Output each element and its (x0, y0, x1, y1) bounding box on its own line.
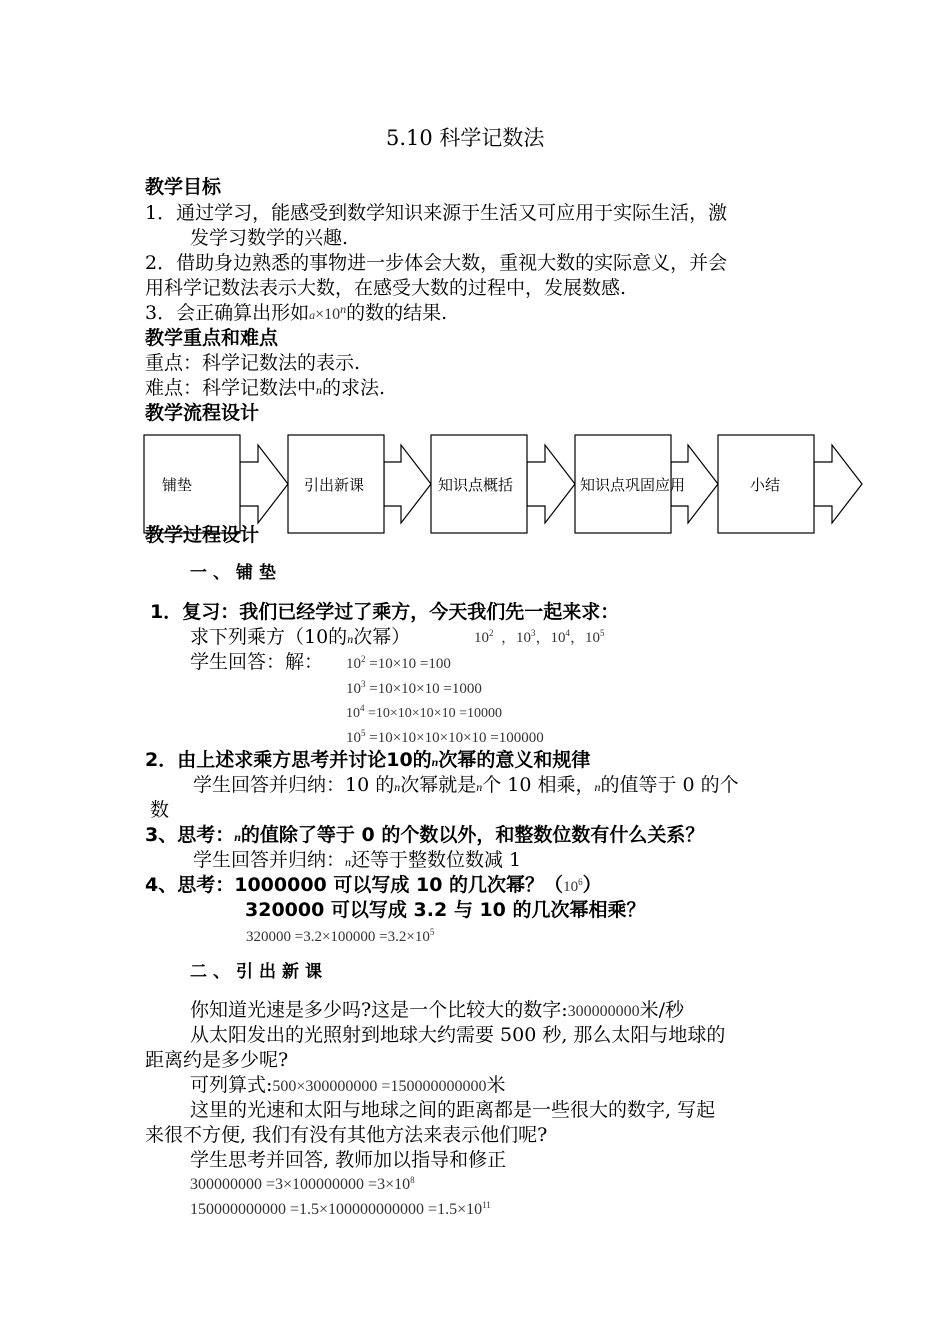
page-title: 5.10 科学记数法 (386, 126, 545, 150)
goal-3-suffix: 的数的结果. (346, 302, 448, 324)
question-2-answer-tail: 数 (150, 799, 170, 821)
flow-arrow-2 (384, 445, 431, 523)
key-focus: 重点：科学记数法的表示. (145, 352, 361, 374)
process-heading: 教学过程设计 (145, 524, 260, 546)
goal-1-line-1: 1．通过学习，能感受到数学知识来源于生活又可应用于实际生活，激 (145, 202, 728, 224)
para-1: 你知道光速是多少吗?这是一个比较大的数字:300000000米/秒 (190, 999, 684, 1021)
section-1-title: 一、铺垫 (190, 563, 282, 583)
goals-heading: 教学目标 (145, 176, 222, 198)
question-4a: 4、思考：1000000 可以写成 10 的几次幂？$(10^6)$ (145, 874, 602, 896)
para-3: 可列算式:500×300000000 =150000000000米 (190, 1074, 506, 1096)
para-4-line-1: 这里的光速和太阳与地球之间的距离都是一些很大的数字, 写起 (190, 1099, 716, 1121)
flow-diagram (0, 0, 950, 540)
goal-3-math: $a\times 10^n$ (309, 302, 347, 323)
key-difficulty: 难点：科学记数法中n的求法. (145, 377, 386, 399)
flow-step-4: 知识点巩固应用 (580, 476, 686, 494)
flow-arrow-5 (814, 445, 862, 523)
question-1: 1．复习：我们已经学过了乘方，今天我们先一起来求： (150, 601, 620, 623)
question-4b: 320000 可以写成 3.2 与 10 的几次幂相乘？ (245, 899, 646, 921)
question-2-answer: 学生回答并归纳：10 的n次幂就是n个 10 相乘，n的值等于 0 的个 (193, 774, 739, 796)
answer-label: 学生回答：解： (190, 651, 324, 673)
question-3-answer: 学生回答并归纳：n还等于整数位数减 1 (193, 849, 522, 871)
flow-step-5: 小结 (750, 476, 781, 494)
goal-2-line-1: 2．借助身边熟悉的事物进一步体会大数，重视大数的实际意义，并会 (145, 252, 728, 274)
para-4-line-2: 来很不方便, 我们有没有其他方法来表示他们呢? (145, 1124, 548, 1146)
flow-heading: 教学流程设计 (145, 402, 260, 424)
para-5: 学生思考并回答, 教师加以指导和修正 (190, 1149, 507, 1171)
para-2-line-1: 从太阳发出的光照射到地球大约需要 500 秒, 那么太阳与地球的 (190, 1024, 726, 1046)
section-2-title: 二、引出新课 (190, 962, 328, 982)
question-3: 3、思考：n的值除了等于 0 的个数以外，和整数位数有什么关系？ (145, 824, 705, 846)
flow-step-2: 引出新课 (304, 476, 365, 494)
flow-arrow-1 (240, 445, 288, 523)
flow-step-3: 知识点概括 (438, 476, 514, 494)
key-heading: 教学重点和难点 (145, 327, 279, 349)
question-2: 2．由上述求乘方思考并讨论10的n次幂的意义和规律 (145, 749, 591, 771)
equation-1: $300000000 =3\times 100000000 =3\times 10^8$ (190, 1175, 415, 1193)
question-1-task: 求下列乘方（10的n次幂） (190, 626, 411, 648)
answer-line-4: $10^5 =10\times 10\times 10\times 10\times 10 =100000$ (346, 728, 544, 746)
goal-1-line-2: 发学习数学的兴趣. (190, 227, 349, 249)
equation-2: $150000000000 =1.5\times 100000000000 =1.5\times 10^{11}$ (190, 1200, 491, 1218)
flow-step-1: 铺垫 (162, 476, 193, 494)
question-4b-math: $320000 =3.2\times 100000 =3.2\times 10^5$ (246, 927, 435, 945)
goal-2-line-2: 用科学记数法表示大数，在感受大数的过程中，发展数感. (145, 277, 627, 299)
answer-line-2: $10^3 =10\times 10\times 10 =1000$ (346, 679, 482, 697)
answer-line-1: $10^2 =10\times 10 =100$ (346, 654, 451, 672)
question-1-powers: $10^2$ ，$10^3$，$10^4$，$10^5$ (474, 628, 605, 646)
answer-line-3: $10^4 =10\times 10\times 10\times 10 =10000$ (346, 703, 502, 721)
goal-3-prefix: 3．会正确算出形如 (145, 302, 310, 324)
flow-arrow-3 (527, 445, 575, 523)
para-2-line-2: 距离约是多少呢? (145, 1049, 289, 1071)
